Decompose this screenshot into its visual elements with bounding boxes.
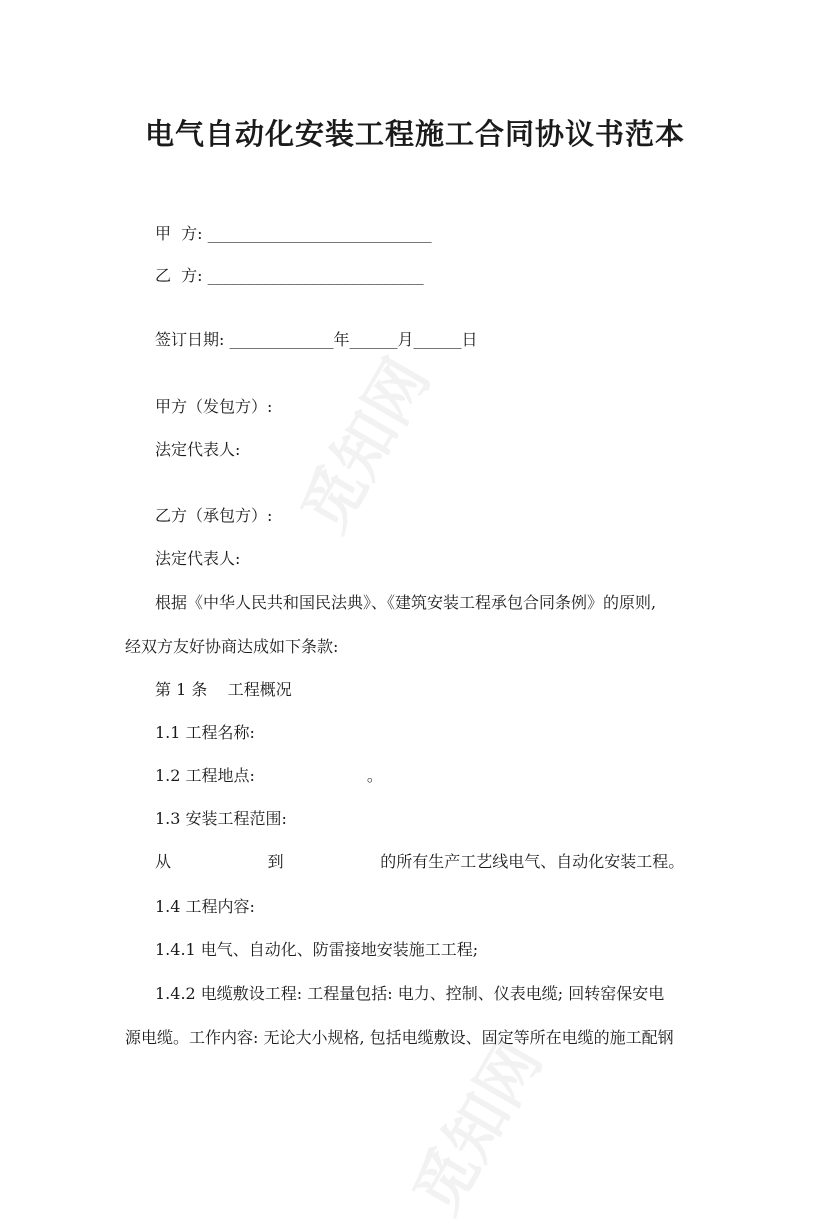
watermark: 觅知网 <box>399 1028 556 1226</box>
item-1-4-1: 1.4.1 电气、自动化、防雷接地安装施工工程; <box>155 940 479 959</box>
scope-line: 从 到 的所有生产工艺线电气、自动化安装工程。 <box>155 852 685 871</box>
party-a-representative: 法定代表人: <box>155 440 241 459</box>
item-1-3: 1.3 安装工程范围: <box>155 809 287 828</box>
article-1-heading: 第 1 条 工程概况 <box>155 680 292 699</box>
document-title: 电气自动化安装工程施工合同协议书范本 <box>144 117 685 151</box>
intro-paragraph-line-2: 经双方友好协商达成如下条款: <box>125 637 339 656</box>
party-b-line: 乙 方: ___________________________ <box>155 266 424 285</box>
item-1-4-2-line-2: 源电缆。工作内容: 无论大小规格, 包括电缆敷设、固定等所在电缆的施工配钢 <box>125 1028 674 1047</box>
item-1-2: 1.2 工程地点: 。 <box>155 766 383 785</box>
party-a-line: 甲 方: ____________________________ <box>155 224 432 243</box>
sign-date-line: 签订日期: _____________年______月______日 <box>155 330 478 349</box>
item-1-1: 1.1 工程名称: <box>155 723 255 742</box>
party-b-representative: 法定代表人: <box>155 549 241 568</box>
party-b-role: 乙方（承包方）: <box>155 506 273 525</box>
item-1-4-2-line-1: 1.4.2 电缆敷设工程: 工程量包括: 电力、控制、仪表电缆; 回转窑保安电 <box>155 984 665 1003</box>
intro-paragraph-line-1: 根据《中华人民共和国民法典》、《建筑安装工程承包合同条例》的原则, <box>155 593 657 612</box>
item-1-4: 1.4 工程内容: <box>155 897 255 916</box>
party-a-role: 甲方（发包方）: <box>155 397 273 416</box>
watermark: 觅知网 <box>287 346 444 544</box>
